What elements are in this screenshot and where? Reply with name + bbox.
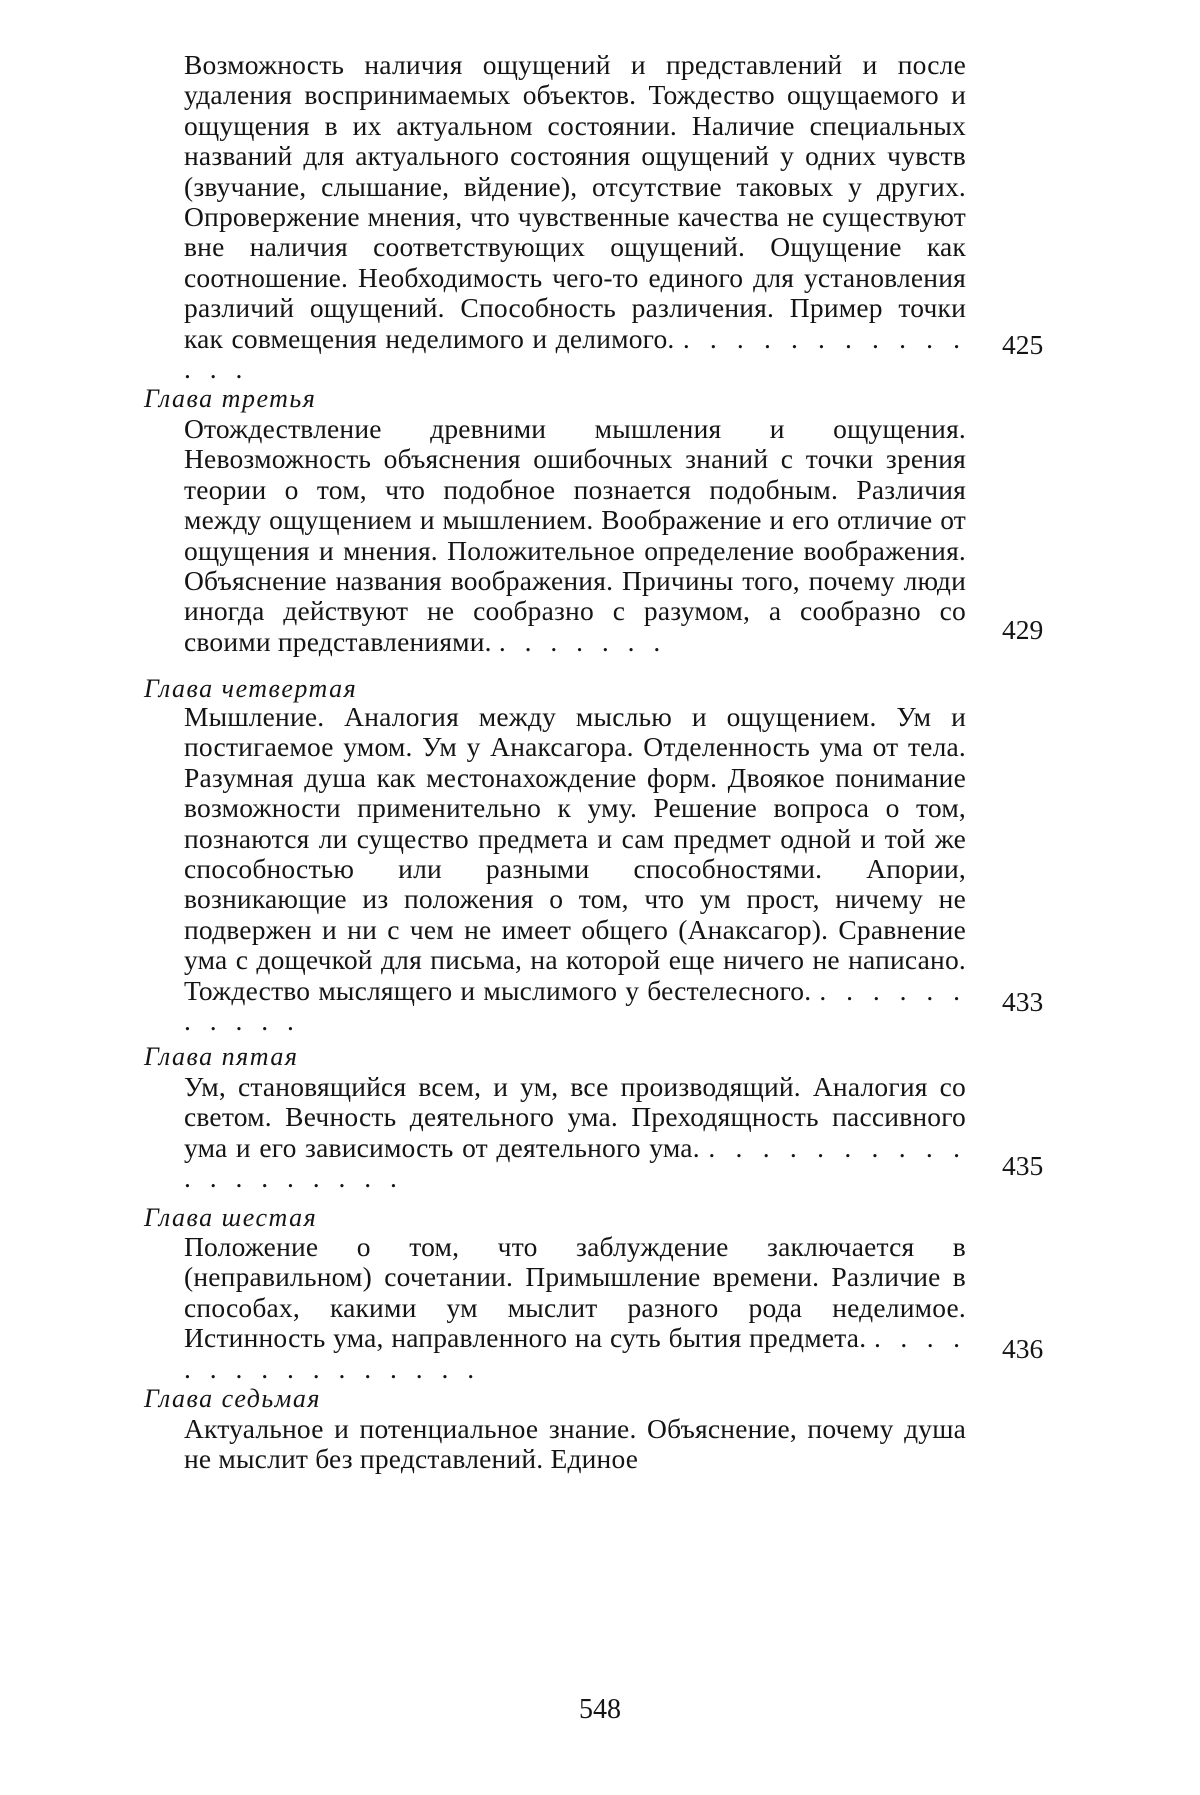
toc-entry: [184, 1072, 966, 1194]
toc-entry-continuation: [184, 50, 966, 384]
entry-summary: Возможность наличия ощущений и представлений и после удаления воспринимаемых объектов. Тождество ощущаемого и ощущения в их актуальном состоянии. Наличие специальных названий для актуального состояния ощущений у одних чувств (звучание, слышание, вйдение), отсутствие таковых у других. Опровержение мнения, что чувственные качества не существуют вне наличия соответствующих ощущений. Ощущение как соотношение. Необходимость чего-то единого для установления различий ощущений. Способность различения. Пример точки как совмещения неделимого и делимого. . . . . . . . . . . . . . .: [184, 49, 967, 385]
dot-leader: . . . . . . . . . . . . . . . . . . .: [184, 1131, 967, 1194]
dot-leader: . . . . . . . . . . .: [184, 974, 967, 1037]
entry-summary: Положение о том, что заблуждение заключается в (неправильном) сочетании. Примышление времени. Различие в способах, какими ум мыслит разного рода неделимое. Истинность ума, направленного на суть бытия предмета. . . . . . . . . . . . . . . . .: [184, 1231, 966, 1384]
chapter-heading: Глава шестая: [144, 1203, 318, 1232]
toc-entry: [184, 702, 966, 1036]
entry-summary: Отождествление древними мышления и ощущения. Невозможность объяснения ошибочных знаний с точки зрения теории о том, что подобное познается подобным. Различия между ощущением и мышлением. Воображение и его отличие от ощущения и мнения. Положительное определение воображения. Объяснение названия воображения. Причины того, почему люди иногда действуют не сообразно с разумом, а сообразно со своими представлениями. . . . . . . .: [184, 413, 966, 657]
page-number: 436: [1002, 1333, 1044, 1364]
page-number: 429: [1002, 614, 1044, 645]
dot-leader: . . . . . . . . . . . . . . . .: [184, 1322, 966, 1384]
chapter-heading: Глава третья: [144, 384, 317, 413]
page-number: 435: [1002, 1150, 1044, 1181]
toc-entry: [184, 414, 966, 657]
chapter-heading: Глава седьмая: [144, 1384, 321, 1413]
page-number: 433: [1002, 986, 1044, 1017]
dot-leader: . . . . . . .: [498, 625, 667, 657]
chapter-heading: Глава пятая: [144, 1042, 299, 1071]
toc-entry: [184, 1414, 966, 1475]
page-number: 425: [1002, 329, 1044, 360]
entry-summary: Актуальное и потенциальное знание. Объяснение, почему душа не мыслит без представлений. Единое: [184, 1413, 966, 1475]
toc-entry: [184, 1232, 966, 1384]
chapter-heading: Глава четвертая: [144, 674, 358, 703]
entry-summary: Мышление. Аналогия между мыслью и ощущением. Ум и постигаемое умом. Ум у Анаксагора. Отделенность ума от тела. Разумная душа как местонахождение форм. Двоякое понимание возможности применительно к уму. Решение вопроса о том, познаются ли существо предмета и сам предмет одной и той же способностью или разными способностями. Апории, возникающие из положения о том, что ум прост, ничему не подвержен и ни с чем не имеет общего (Анаксагор). Сравнение ума с дощечкой для письма, на которой еще ничего не написано. Тождество мыслящего и мыслимого у бестелесного. . . . . . . . . . . .: [184, 701, 967, 1037]
entry-summary: Ум, становящийся всем, и ум, все производящий. Аналогия со светом. Вечность деятельного ума. Преходящность пассивного ума и его зависимость от деятельного ума. . . . . . . . . . . . . . . . . . . .: [184, 1071, 967, 1194]
folio-page-number: 548: [579, 1694, 621, 1725]
dot-leader: . . . . . . . . . . . . . .: [184, 322, 967, 385]
